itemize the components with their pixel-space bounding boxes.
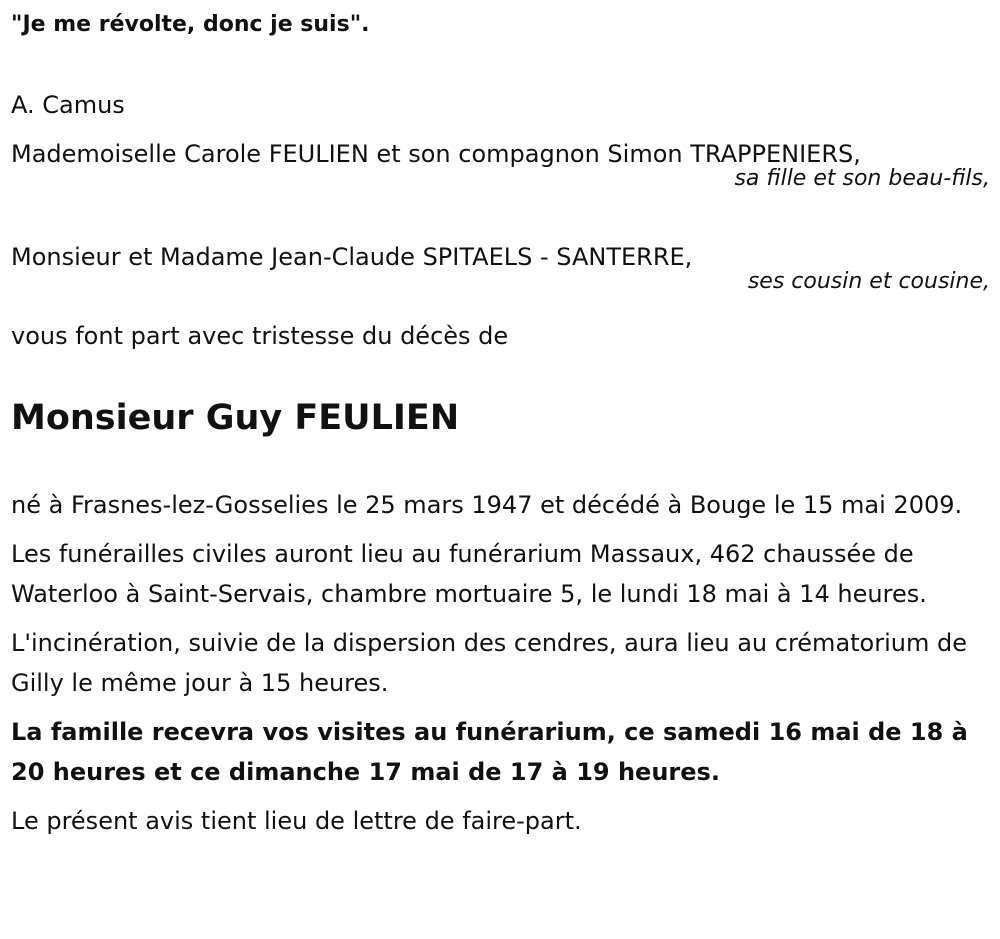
funeral-paragraph: Les funérailles civiles auront lieu au funérarium Massaux, 462 chaussée de Waterloo à Saint-Servais, chambre mortuaire 5, le lundi 18 mai à 14 heures. <box>11 540 927 608</box>
notice-body <box>11 485 986 850</box>
epigraph-quote: "Je me révolte, donc je suis". <box>11 12 370 37</box>
relative-name: Monsieur et Madame Jean-Claude SPITAELS - SANTERRE, <box>11 243 693 271</box>
announcement-intro: vous font part avec tristesse du décès de <box>11 322 509 350</box>
notice-paragraph: Le présent avis tient lieu de lettre de faire-part. <box>11 807 582 835</box>
cremation-paragraph: L'incinération, suivie de la dispersion des cendres, aura lieu au crématorium de Gilly le même jour à 15 heures. <box>11 629 967 697</box>
relative-name: Mademoiselle Carole FEULIEN et son compagnon Simon TRAPPENIERS, <box>11 140 861 168</box>
birth-death-paragraph: né à Frasnes-lez-Gosselies le 25 mars 1947 et décédé à Bouge le 15 mai 2009. <box>11 491 963 519</box>
visits-paragraph: La famille recevra vos visites au funérarium, ce samedi 16 mai de 18 à 20 heures et ce dimanche 17 mai de 17 à 19 heures. <box>11 718 968 786</box>
relative-relation: ses cousin et cousine, <box>747 269 990 294</box>
relative-relation: sa fille et son beau-fils, <box>734 166 990 191</box>
deceased-name: Monsieur Guy FEULIEN <box>11 398 460 438</box>
epigraph-author: A. Camus <box>11 91 125 119</box>
